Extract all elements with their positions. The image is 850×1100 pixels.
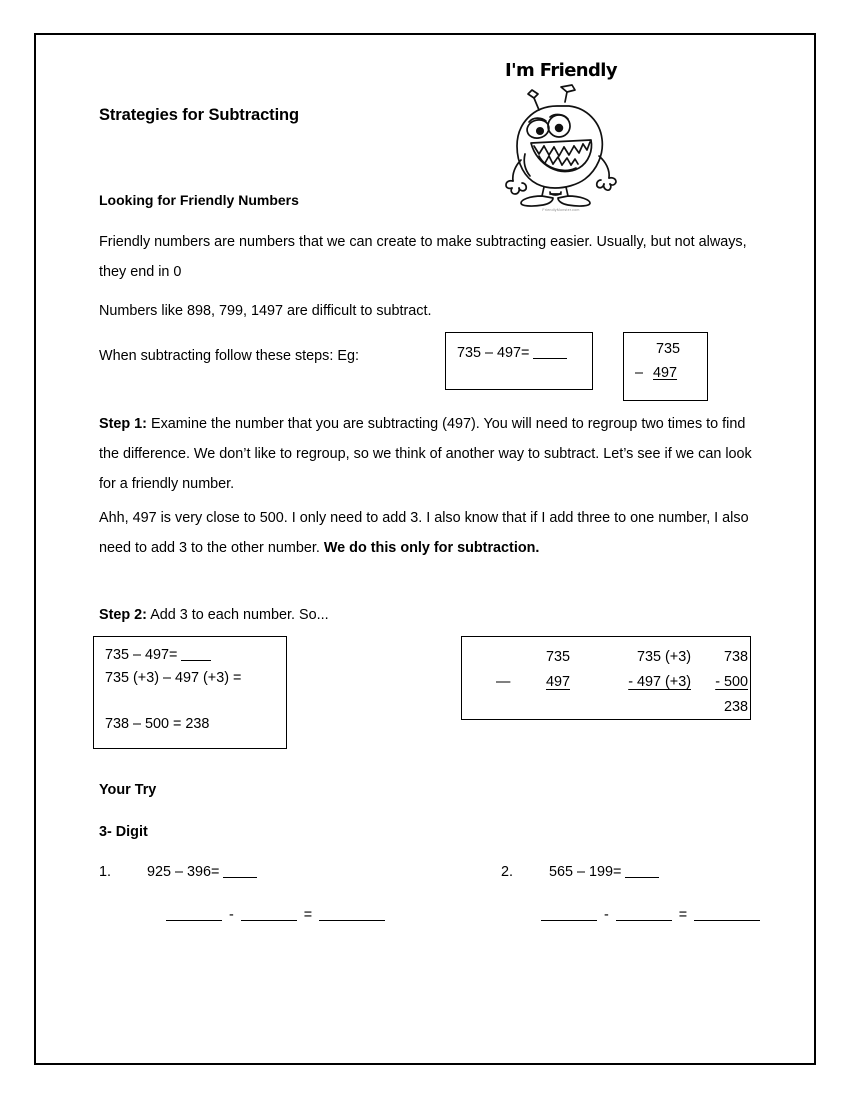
step1-paragraph	[99, 409, 757, 499]
three-digit-heading: 3- Digit	[99, 824, 148, 840]
column-minus-sign: —	[496, 674, 511, 690]
ahh-bold-text: We do this only for subtraction.	[323, 540, 540, 556]
work-line-3: 738 – 500 = 238	[105, 716, 210, 732]
column-original-top: 735	[545, 649, 570, 665]
step2-label: Step 2:	[99, 607, 147, 623]
column-subtraction-box	[461, 636, 751, 720]
friendly-number-paragraph	[99, 503, 751, 563]
practice-2-blank-a[interactable]	[541, 906, 597, 921]
when-subtracting-label: When subtracting follow these steps: Eg:	[99, 348, 359, 364]
practice-2-number: 2.	[501, 864, 514, 880]
practice-2-minus-op: -	[604, 907, 609, 923]
page-title: Strategies for Subtracting	[99, 106, 300, 124]
practice-2-equals-op: =	[678, 907, 688, 923]
ahh-text: Ahh, 497 is very close to 500. I only need to add 3. I also know that if I add three to one number, I also need to add 3 to the other number.	[99, 510, 749, 556]
column-result	[704, 645, 748, 720]
im-friendly-caption: I'm Friendly	[504, 60, 618, 81]
step2-paragraph	[99, 600, 619, 630]
practice-1-blank-a[interactable]	[166, 906, 222, 921]
minus-sign: –	[635, 365, 644, 381]
column-original	[498, 645, 570, 695]
friendly-monster-illustration	[491, 60, 631, 225]
example-equation-box	[445, 332, 593, 390]
column-adjusted	[599, 645, 691, 695]
step1-label: Step 1:	[99, 416, 147, 432]
work-line-1: 735 – 497=	[105, 647, 211, 663]
practice-1-answer-blank[interactable]	[223, 864, 257, 878]
practice-1-number: 1.	[99, 864, 112, 880]
work-line-2: 735 (+3) – 497 (+3) =	[105, 670, 242, 686]
practice-2-work-row	[541, 906, 760, 923]
practice-1-equation: 925 – 396=	[147, 864, 220, 880]
practice-2-blank-c[interactable]	[694, 906, 760, 921]
column-original-bottom: 497	[545, 674, 570, 690]
worksheet-page	[34, 33, 816, 1065]
step1-text: Examine the number that you are subtracting (497). You will need to regroup two times to find the difference. We don’t like to regroup, so we think of another way to subtract. Let’s see if we can look for a friendly number.	[99, 416, 752, 492]
intro-paragraph: Friendly numbers are numbers that we can create to make subtracting easier. Usually, but not always, they end in 0	[99, 234, 747, 280]
step2-text: Add 3 to each number. So...	[146, 607, 329, 623]
vertical-bottom-number: 497	[653, 365, 678, 381]
column-adjusted-top: 735 (+3)	[636, 649, 691, 665]
practice-1-blank-c[interactable]	[319, 906, 385, 921]
monster-icon	[503, 84, 619, 208]
column-result-answer: 238	[723, 699, 748, 715]
worked-example-box	[93, 636, 287, 749]
vertical-subtraction-box	[623, 332, 708, 401]
vertical-top-number: 735	[656, 341, 681, 357]
example-equation-text: 735 – 497=	[457, 345, 567, 361]
illustration-watermark: FriendlyMonster.com	[542, 208, 580, 212]
practice-1-minus-op: -	[229, 907, 234, 923]
work-answer-blank	[181, 647, 211, 661]
column-result-top: 738	[723, 649, 748, 665]
your-try-heading: Your Try	[99, 782, 157, 798]
practice-problem-1	[99, 864, 257, 880]
column-original-bottom-row	[498, 670, 570, 695]
answer-blank	[533, 345, 567, 359]
section-subheading: Looking for Friendly Numbers	[99, 192, 299, 208]
practice-1-work-row	[166, 906, 385, 923]
difficult-numbers-paragraph: Numbers like 898, 799, 1497 are difficult to subtract.	[99, 303, 432, 319]
practice-1-equals-op: =	[303, 907, 313, 923]
column-adjusted-bottom: - 497 (+3)	[628, 674, 691, 690]
practice-2-equation: 565 – 199=	[549, 864, 622, 880]
practice-problem-2	[501, 864, 659, 880]
practice-2-answer-blank[interactable]	[625, 864, 659, 878]
practice-2-blank-b[interactable]	[616, 906, 672, 921]
column-result-bottom: - 500	[715, 674, 748, 690]
vertical-bottom-row	[635, 365, 677, 381]
practice-1-blank-b[interactable]	[241, 906, 297, 921]
